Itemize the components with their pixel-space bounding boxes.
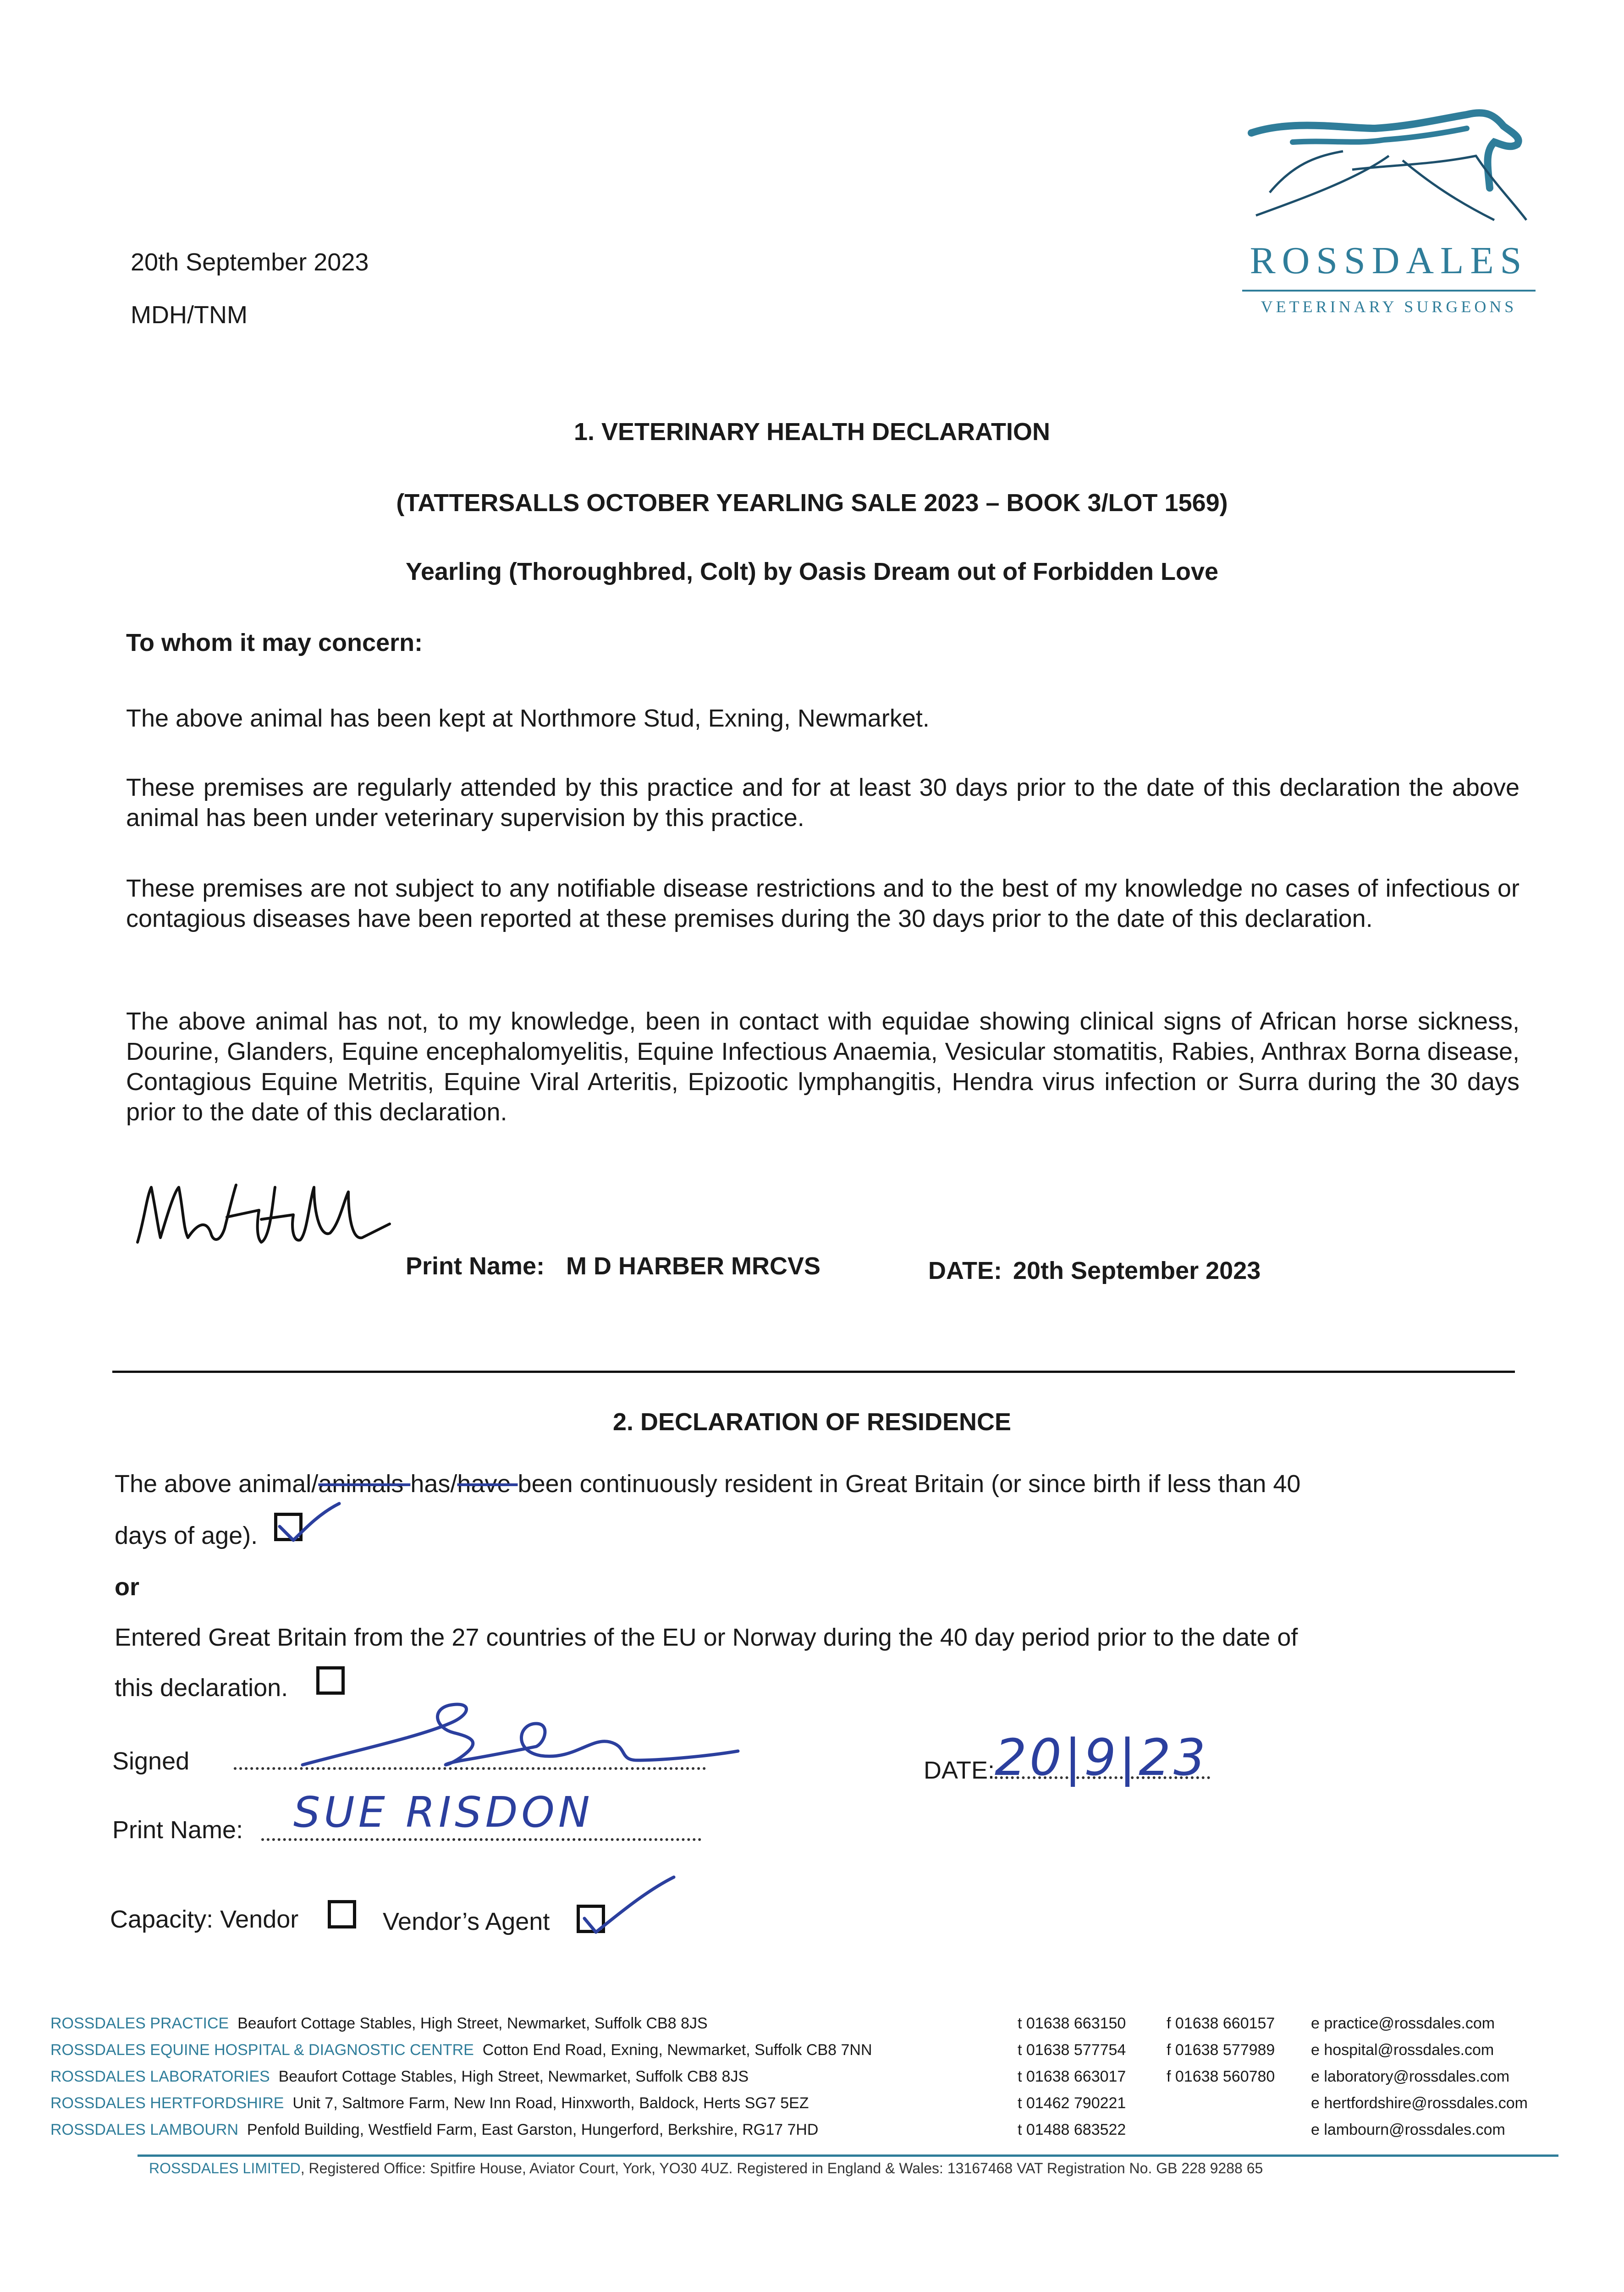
residence-text-a: The above animal/ [115, 1470, 319, 1498]
paragraph-supervision: These premises are regularly attended by this practice and for at least 30 days prior to the date of this declaration the above animal has been under veterinary supervision by this practice. [126, 774, 1519, 832]
branch-address: Beaufort Cottage Stables, High Street, Newmarket, Suffolk CB8 8JS [278, 2068, 749, 2085]
branch-fax: f 01638 560780 [1167, 2068, 1275, 2085]
vet-print-name-value: M D HARBER MRCVS [566, 1252, 821, 1280]
paragraph-kept-at: The above animal has been kept at Northmore Stud, Exning, Newmarket. [126, 705, 930, 732]
company-name: ROSSDALES LIMITED [149, 2160, 301, 2176]
section1-subheading: (TATTERSALLS OCTOBER YEARLING SALE 2023 – BOOK 3/LOT 1569) [396, 489, 1228, 517]
logo-tagline: VETERINARY SURGEONS [1261, 298, 1517, 316]
handwritten-date: 20|9|23 [995, 1728, 1209, 1787]
residence-text-c: been continuously resident in Great Britain (or since birth if less than 40 [517, 1470, 1301, 1498]
branch-name: ROSSDALES EQUINE HOSPITAL & DIAGNOSTIC CENTRE [50, 2041, 474, 2059]
footer-row [50, 2063, 1554, 2090]
branch-telephone: t 01462 790221 [1018, 2094, 1126, 2112]
vet-print-name-label: Print Name: [406, 1252, 545, 1280]
paragraph-disease-restrictions: These premises are not subject to any notifiable disease restrictions and to the best of my knowledge no cases of infectious or contagious diseases have been reported at these premises during the 30 days prior to the date of this declaration. [126, 875, 1519, 932]
handwritten-print-name: SUE RISDON [293, 1788, 594, 1837]
capacity-vendor-label: Capacity: Vendor [110, 1906, 299, 1933]
branch-name: ROSSDALES HERTFORDSHIRE [50, 2094, 284, 2112]
branch-fax: f 01638 660157 [1167, 2015, 1275, 2032]
branch-fax: f 01638 577989 [1167, 2041, 1275, 2059]
entered-gb-statement-line1: Entered Great Britain from the 27 countries of the EU or Norway during the 40 day period prior to the date of [115, 1624, 1298, 1651]
salutation: To whom it may concern: [126, 629, 423, 656]
vendor-signature [298, 1696, 747, 1779]
branch-name: ROSSDALES LABORATORIES [50, 2068, 270, 2085]
footer-row [50, 2010, 1554, 2037]
rossdales-logo [1238, 101, 1536, 321]
vendor-checkbox[interactable] [328, 1900, 356, 1928]
struck-animals: animals [318, 1470, 411, 1498]
vendors-agent-label: Vendor’s Agent [383, 1908, 550, 1935]
branch-address: Beaufort Cottage Stables, High Street, Newmarket, Suffolk CB8 8JS [237, 2015, 708, 2032]
or-separator: or [115, 1573, 139, 1601]
footer-contacts [50, 2010, 1554, 2143]
branch-name: ROSSDALES PRACTICE [50, 2015, 229, 2032]
branch-email: e hertfordshire@rossdales.com [1311, 2094, 1528, 2112]
struck-have: have [457, 1470, 518, 1498]
branch-telephone: t 01638 663150 [1018, 2015, 1126, 2032]
footer-row [50, 2116, 1554, 2143]
logo-divider [1242, 290, 1536, 292]
branch-address: Unit 7, Saltmore Farm, New Inn Road, Hinxworth, Baldock, Herts SG7 5EZ [292, 2094, 809, 2112]
section1-heading: 1. VETERINARY HEALTH DECLARATION [573, 418, 1051, 446]
registered-office-details: , Registered Office: Spitfire House, Aviator Court, York, YO30 4UZ. Registered in England & Wales: 13167468 VAT Registration No. GB 228 9288 65 [300, 2160, 1263, 2176]
branch-email: e practice@rossdales.com [1311, 2015, 1495, 2032]
footer-row [50, 2090, 1554, 2116]
section-divider [112, 1371, 1515, 1373]
branch-address: Cotton End Road, Exning, Newmarket, Suffolk CB8 7NN [482, 2041, 872, 2059]
resident-checkmark-icon [275, 1499, 344, 1549]
residence-statement-line1 [115, 1469, 1300, 1499]
print-name-line [261, 1838, 701, 1841]
branch-email: e hospital@rossdales.com [1311, 2041, 1494, 2059]
animal-description: Yearling (Thoroughbred, Colt) by Oasis Dream out of Forbidden Love [405, 558, 1219, 585]
logo-wordmark: ROSSDALES [1250, 239, 1528, 282]
branch-name: ROSSDALES LAMBOURN [50, 2121, 238, 2138]
branch-address: Penfold Building, Westfield Farm, East Garston, Hungerford, Berkshire, RG17 7HD [247, 2121, 819, 2138]
vet-signature [133, 1174, 403, 1261]
entered-gb-statement-line2: this declaration. [115, 1674, 288, 1702]
vet-date-label: DATE: [928, 1257, 1002, 1284]
section2-heading: 2. DECLARATION OF RESIDENCE [612, 1408, 1012, 1436]
footer-row [50, 2037, 1554, 2063]
paragraph-contact-equidae: The above animal has not, to my knowledge, been in contact with equidae showing clinical signs of African horse sickness, Dourine, Glanders, Equine encephalomyelitis, Equine Infectious Anaemia, Vesicular stomatitis, Rabies, Anthrax Borna disease, Contagious Equine Metritis, Equine Viral Arteritis, Epizootic lymphangitis, Hendra virus infection or Surra during the 30 days prior to the date of this declaration. [126, 1008, 1519, 1126]
vendors-agent-checkmark-icon [578, 1873, 678, 1941]
branch-email: e laboratory@rossdales.com [1311, 2068, 1510, 2085]
branch-telephone: t 01638 663017 [1018, 2068, 1126, 2085]
residence-text-b: has/ [410, 1470, 457, 1498]
residence-statement-line2: days of age). [115, 1522, 258, 1549]
horse-logo-icon [1238, 101, 1536, 238]
signed-label: Signed [112, 1747, 190, 1775]
registered-office-line [149, 2160, 1263, 2177]
branch-telephone: t 01488 683522 [1018, 2121, 1126, 2138]
letter-date: 20th September 2023 [131, 248, 369, 276]
branch-telephone: t 01638 577754 [1018, 2041, 1126, 2059]
footer-divider [138, 2154, 1558, 2157]
residence-date-label: DATE: [924, 1757, 995, 1784]
vendor-print-name-label: Print Name: [112, 1816, 243, 1844]
letter-reference: MDH/TNM [131, 301, 248, 329]
branch-email: e lambourn@rossdales.com [1311, 2121, 1505, 2138]
entered-checkbox[interactable] [316, 1666, 345, 1695]
vet-date-value: 20th September 2023 [1013, 1257, 1261, 1284]
